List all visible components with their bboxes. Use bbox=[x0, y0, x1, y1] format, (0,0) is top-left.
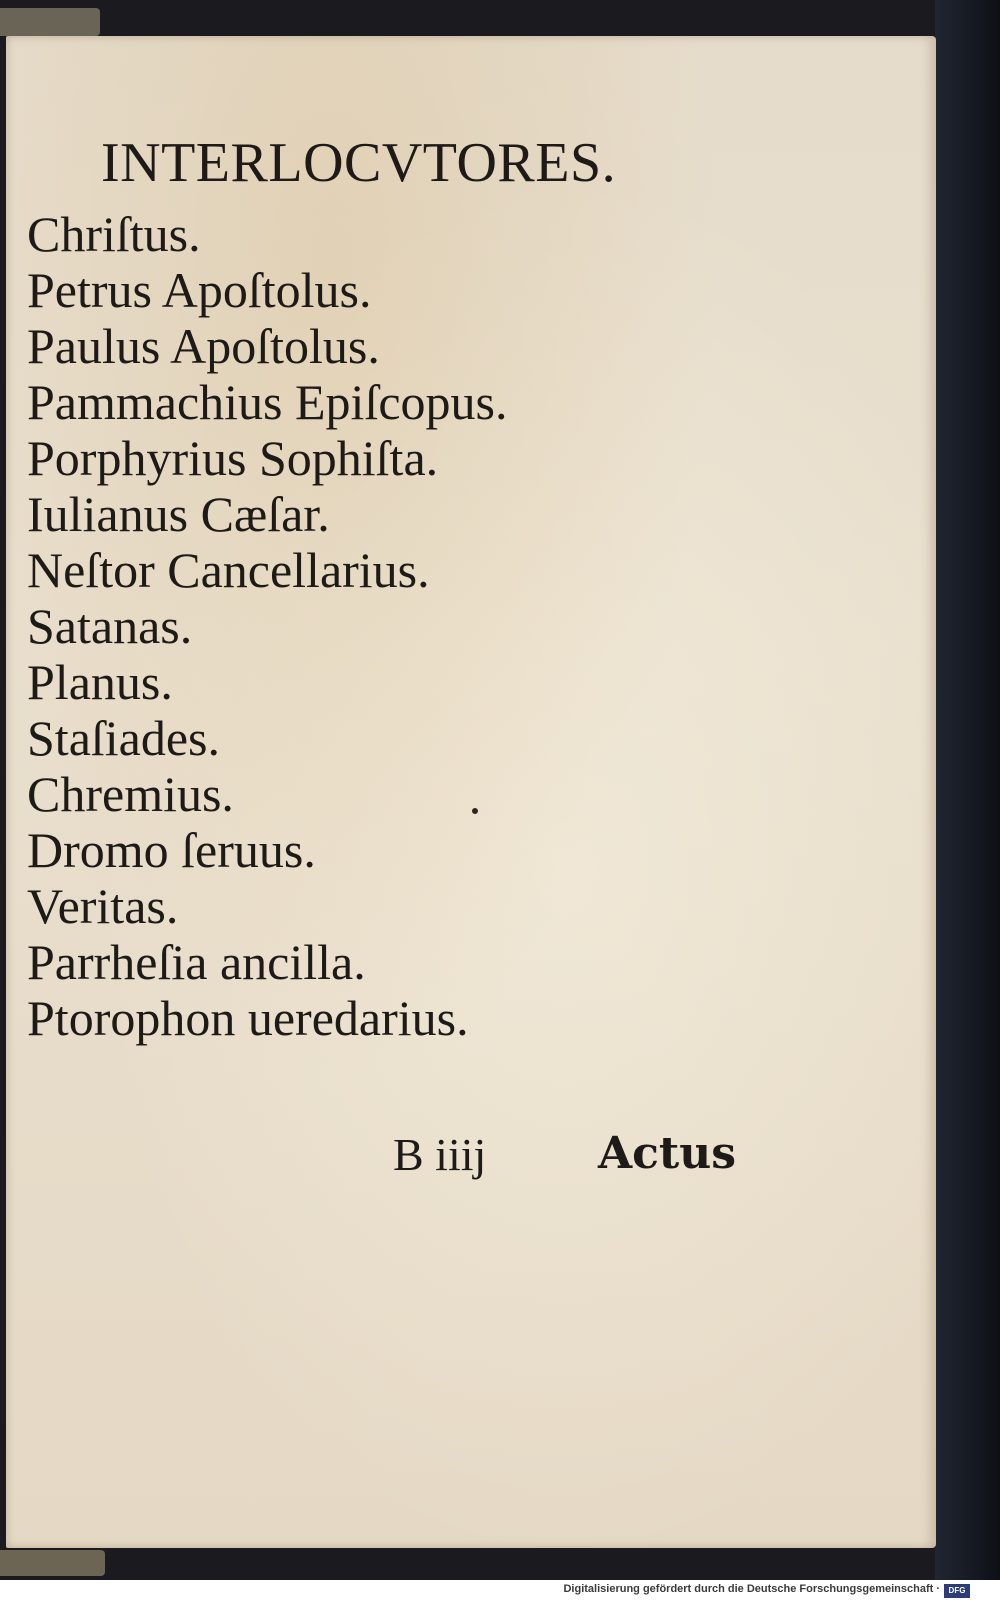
page-heading: INTERLOCVTORES. bbox=[101, 132, 617, 194]
book-tab-bottom bbox=[0, 1550, 105, 1576]
character-item: Pammachius Epiſcopus. bbox=[27, 374, 508, 430]
book-tab-top bbox=[0, 8, 100, 36]
character-item: Ptorophon ueredarius. bbox=[27, 990, 469, 1046]
credit-bar bbox=[0, 1580, 1000, 1603]
character-item: Iulianus Cæſar. bbox=[27, 486, 330, 542]
catchword: Actus bbox=[598, 1128, 737, 1179]
character-list bbox=[27, 206, 508, 1046]
character-item: Paulus Apoſtolus. bbox=[27, 318, 380, 374]
character-item: Chriſtus. bbox=[27, 206, 201, 262]
book-page bbox=[6, 36, 936, 1548]
character-item: Petrus Apoſtolus. bbox=[27, 262, 372, 318]
credit-text: Digitalisierung gefördert durch die Deutsche Forschungsgemeinschaft · bbox=[563, 1583, 940, 1595]
character-item: Satanas. bbox=[27, 598, 193, 654]
character-item: Staſiades. bbox=[27, 710, 221, 766]
character-item: Chremius. bbox=[27, 766, 234, 822]
character-item: Planus. bbox=[27, 654, 173, 710]
character-item: Veritas. bbox=[27, 878, 179, 934]
dfg-logo-icon: DFG bbox=[944, 1584, 970, 1598]
ink-speck bbox=[472, 808, 478, 814]
character-item: Dromo ſeruus. bbox=[27, 822, 316, 878]
character-item: Porphyrius Sophiſta. bbox=[27, 430, 439, 486]
book-cover-edge bbox=[935, 0, 1000, 1580]
signature-mark: B iiij bbox=[393, 1129, 487, 1180]
character-item: Parrheſia ancilla. bbox=[27, 934, 366, 990]
character-item: Neſtor Cancellarius. bbox=[27, 542, 430, 598]
